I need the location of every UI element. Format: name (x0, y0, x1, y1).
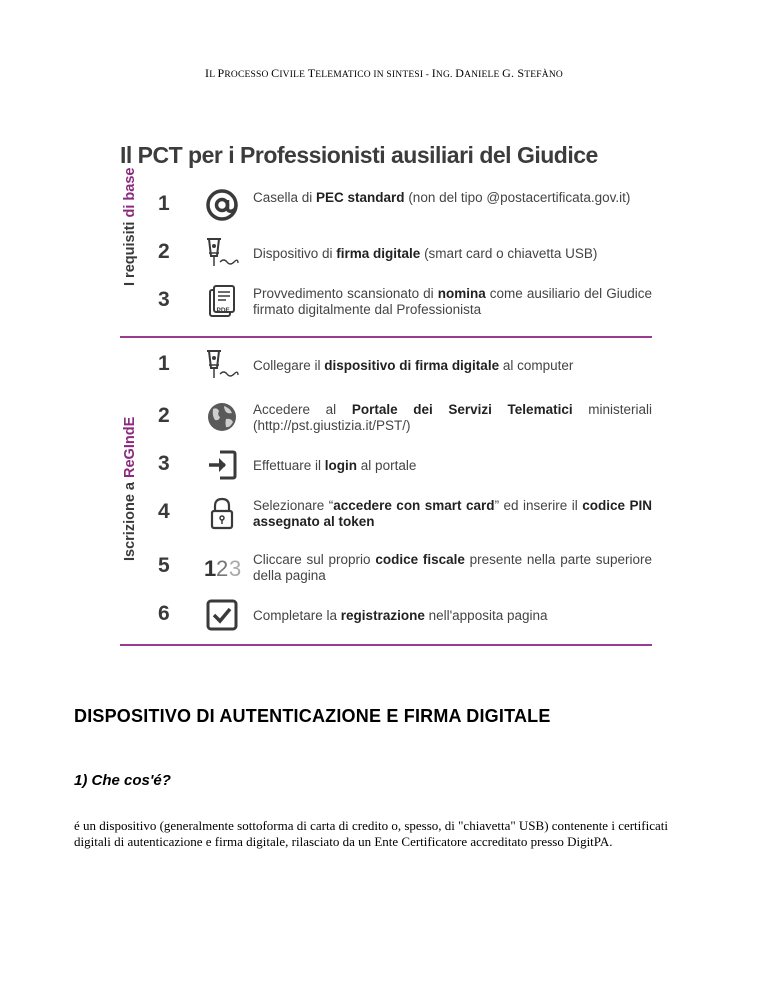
step-number: 3 (158, 288, 170, 311)
section-label-requisiti (122, 168, 138, 286)
svg-text:PDF: PDF (216, 307, 230, 314)
header-cap: G. S (502, 66, 525, 80)
header-smallcaps: IVILE (279, 70, 308, 80)
section-heading: DISPOSITIVO DI AUTENTICAZIONE E FIRMA DIGITALE (74, 706, 551, 726)
step-text-bold: accedere con smart card (333, 498, 495, 513)
step-text-part: come ausiliario del Giudice firmato digitalmente dal Professionista (253, 286, 652, 317)
header-cap: D (455, 66, 465, 80)
header-cap: C (271, 66, 280, 80)
step-number: 4 (158, 500, 170, 523)
step-text-part: Provvedimento scansionato di (253, 286, 438, 301)
svg-text:1: 1 (204, 556, 217, 581)
at-sign-icon (204, 188, 240, 222)
header-smallcaps: TEFÀNO (524, 70, 563, 80)
step-number: 3 (158, 452, 170, 475)
step-text (253, 552, 652, 584)
header-cap: I (431, 66, 436, 80)
step-text-part: Selezionare “ (253, 498, 334, 513)
step-text-bold: Portale dei Servizi Telematici (351, 402, 573, 417)
step-number: 1 (158, 352, 170, 375)
step-text-part: ” ed inserire il (494, 498, 583, 513)
step-text-part: Collegare il (253, 358, 325, 373)
step-text (253, 286, 652, 318)
header-cap: I (205, 66, 210, 80)
step-text-part: nell'apposita pagina (424, 608, 548, 623)
step-text (253, 358, 652, 374)
body-paragraph: é un dispositivo (generalmente sottoforma di carta di credito o, spesso, di "chiavetta" USB) contenente i certificati digitali di autenticazione e firma digitale, rilasciato da un Ente Certificatore accreditato presso DigitPA. (74, 818, 668, 849)
globe-icon (204, 400, 240, 434)
step-text-bold: PEC standard (316, 190, 405, 205)
step-text-part: (smart card o chiavetta USB) (420, 246, 598, 261)
step-number: 2 (158, 240, 170, 263)
step-text-part: presente nella parte superiore della pagina (253, 552, 652, 583)
infographic-title: Il PCT per i Professionisti ausiliari del Giudice (120, 142, 598, 168)
signature-pen-icon (204, 236, 240, 270)
step-text (253, 402, 652, 434)
section-label-accent: ReGIndE (122, 416, 138, 478)
step-text-part: (non del tipo @postacertificata.gov.it) (404, 190, 631, 205)
step-text-part: Accedere al (253, 402, 352, 417)
svg-text:2: 2 (216, 556, 229, 581)
login-icon (204, 448, 240, 482)
header-smallcaps: ROCESSO (224, 70, 272, 80)
header-smallcaps: ANIELE (464, 70, 503, 80)
step-text (253, 608, 652, 624)
running-header (0, 66, 768, 81)
subsection-heading: 1) Che cos'é? (74, 772, 171, 789)
step-number: 2 (158, 404, 170, 427)
header-smallcaps: NG. (435, 70, 456, 80)
section-divider (120, 644, 652, 646)
pct-infographic (106, 136, 652, 656)
step-text-bold: registrazione (340, 608, 425, 623)
step-text-bold: dispositivo di firma digitale (324, 358, 500, 373)
header-cap: T (307, 66, 316, 80)
section-label-dark: Iscrizione a (122, 477, 138, 561)
checkbox-icon (204, 598, 240, 632)
signature-pen-icon (204, 348, 240, 382)
step-text (253, 246, 652, 262)
step-text-part: Effettuare il (253, 458, 325, 473)
header-cap: P (217, 66, 225, 80)
step-number: 1 (158, 192, 170, 215)
step-text-part: Dispositivo di (253, 246, 337, 261)
step-text-part: al computer (499, 358, 574, 373)
header-smallcaps: ELEMATICO IN SINTESI - (315, 70, 432, 80)
step-text-bold: codice PIN assegnato al token (253, 498, 653, 529)
svg-text:3: 3 (229, 556, 242, 581)
step-text-bold: firma digitale (336, 246, 421, 261)
step-text-bold: nomina (437, 286, 486, 301)
step-number: 6 (158, 602, 170, 625)
step-number: 5 (158, 554, 170, 577)
section-divider (120, 336, 652, 338)
step-text-bold: codice fiscale (375, 552, 465, 567)
numbers-123-icon (204, 550, 240, 584)
section-label-dark: I requisiti (122, 217, 138, 286)
step-text (253, 498, 652, 530)
step-text-part: Casella di (253, 190, 317, 205)
step-text (253, 458, 652, 474)
step-text-part: Cliccare sul proprio (253, 552, 376, 567)
pdf-document-icon (204, 284, 240, 318)
step-text (253, 190, 652, 206)
padlock-icon (204, 496, 240, 530)
step-text-part: al portale (357, 458, 417, 473)
section-label-iscrizione (122, 417, 138, 561)
step-text-part: ministeriali (http://pst.giustizia.it/PST/) (253, 402, 653, 433)
header-smallcaps: L (209, 70, 218, 80)
section-label-accent: di base (122, 167, 138, 218)
step-text-part: Completare la (253, 608, 341, 623)
step-text-bold: login (324, 458, 358, 473)
